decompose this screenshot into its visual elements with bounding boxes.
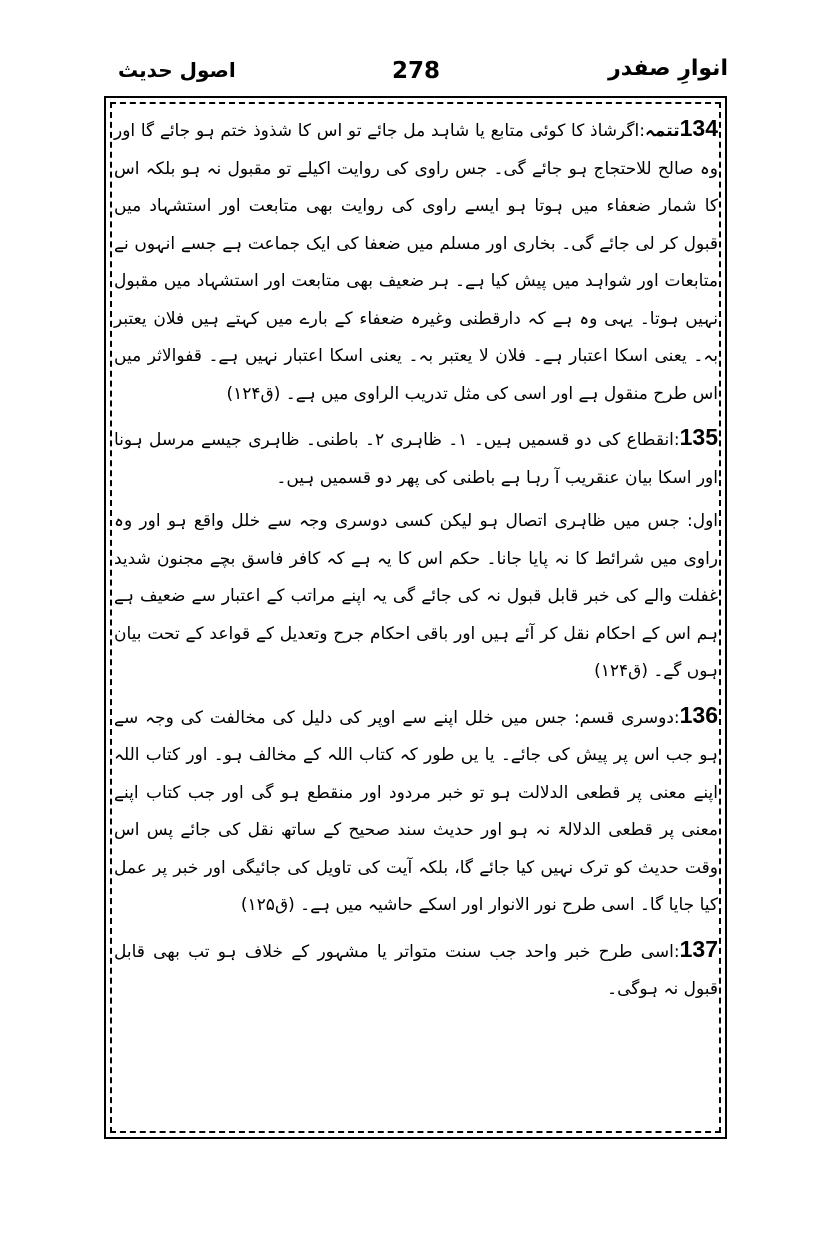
paragraph-text: :اسی طرح خبر واحد جب سنت متواتر یا مشہور کے خلاف ہو تب بھی قابل قبول نہ ہوگی۔	[114, 941, 718, 999]
paragraph-first-type	[114, 503, 718, 691]
page-header	[104, 54, 728, 94]
page-number: 278	[391, 58, 440, 84]
paragraph-number: 137	[679, 935, 718, 962]
paragraph-135	[114, 419, 718, 497]
paragraph-text: :دوسری قسم: جس میں خلل اپنے سے اوپر کی دلیل کی مخالفت کی وجہ سے ہو جب اس پر پیش کی جائے۔ یا یں طور کہ کتاب اللہ کے مخالف ہو۔ اور کتاب اللہ اپنے معنی پر قطعی الدلالت ہو تو خبر مردود اور منقطع ہو گی اور جب کتاب اپنے معنی پر قطعی الدلالۃ نہ ہو اور حدیث سند صحیح کے ساتھ نقل کی جائے پس اس وقت حدیث کو ترک نہیں کیا جائے گا، بلکہ آیت کی تاویل کی جائیگی اور خبر پر عمل کیا جایا گا۔ اسی طرح نور الانوار اور اسکے حاشیہ میں ہے۔ (ق۱۲۵)	[114, 707, 718, 915]
paragraph-label: تتمہ	[644, 121, 680, 141]
section-title: اصول حدیث	[118, 58, 236, 82]
paragraph-136	[114, 697, 718, 925]
paragraph-number: 136	[679, 701, 718, 728]
book-title: انوارِ صفدر	[608, 56, 728, 81]
paragraph-text: اول: جس میں ظاہری اتصال ہو لیکن کسی دوسری وجہ سے خلل واقع ہو اور وہ راوی میں شرائط کا نہ پایا جانا۔ حکم اس کا یہ ہے کہ کافر فاسق بچے مجنون شدید غفلت والے کی خبر قابل قبول نہ کی جائے گی یہ اپنے مراتب کے اعتبار سے ضعیف ہے ہم اس کے احکام نقل کر آئے ہیں اور باقی احکام جرح وتعدیل کے قواعد کے تحت بیان ہوں گے۔ (ق۱۲۴)	[114, 511, 718, 681]
paragraph-text: :انقطاع کی دو قسمیں ہیں۔ ۱۔ ظاہری ۲۔ باطنی۔ ظاہری جیسے مرسل ہونا اور اسکا بیان عنقریب آ رہا ہے باطنی کی پھر دو قسمیں ہیں۔	[114, 430, 718, 488]
paragraph-137	[114, 931, 718, 1009]
page-body	[114, 110, 718, 1009]
paragraph-134	[114, 110, 718, 413]
paragraph-text: :اگرشاذ کا کوئی متابع یا شاہد مل جائے تو اس کا شذوذ ختم ہو جائے گا اور وہ صالح للاحتجاج ہو جائے گی۔ جس راوی کی روایت اکیلے تو مقبول نہ ہو بلکہ اس کا شمار ضعفاء میں ہوتا ہو ایسے راوی کی روایت بھی متابعت اور استشہاد میں قبول کر لی جائے گی۔ بخاری اور مسلم میں ضعفا کی ایک جماعت ہے جسے انہوں نے متابعات اور شواہد میں پیش کیا ہے۔ ہر ضعیف بھی متابعت اور استشہاد میں مقبول نہیں ہوتا۔ یہی وہ ہے کہ دارقطنی وغیرہ ضعفاء کے بارے میں کہتے ہیں فلان یعتبر بہ۔ یعنی اسکا اعتبار ہے۔ فلان لا یعتبر بہ۔ یعنی اسکا اعتبار نہیں ہے۔ قفوالاثر میں اس طرح منقول ہے اور اسی کی مثل تدریب الراوی میں ہے۔ (ق۱۲۴)	[114, 121, 718, 404]
paragraph-number: 134	[679, 115, 718, 141]
paragraph-number: 135	[679, 424, 718, 450]
